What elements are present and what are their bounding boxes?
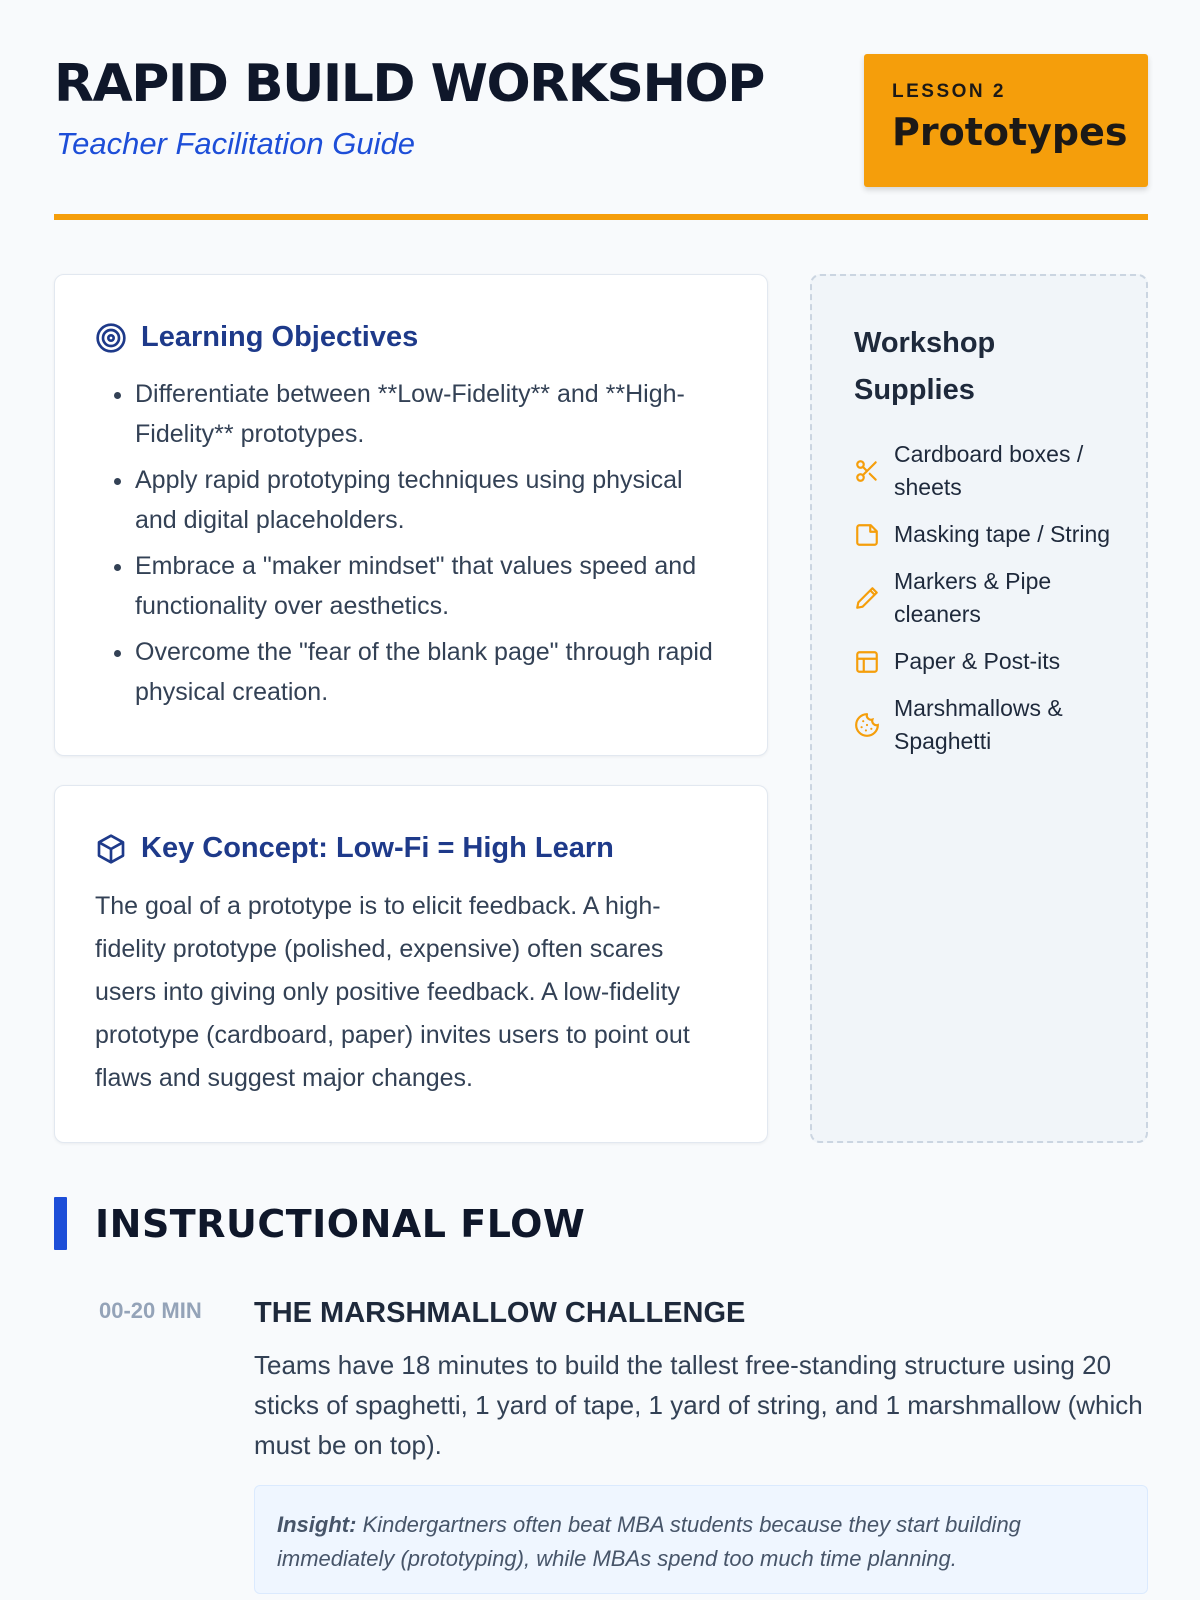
instructional-flow-heading [54, 1197, 585, 1250]
concept-title: Key Concept: Low-Fi = High Learn [141, 832, 614, 864]
objective-item: • Differentiate between **Low-Fidelity** and **High-Fidelity** prototypes. [135, 374, 727, 454]
section-accent-bar [54, 1197, 67, 1250]
supplies-title: Workshop Supplies [854, 327, 996, 406]
learning-objectives-card [54, 274, 768, 756]
supply-label: Masking tape / String [894, 521, 1111, 547]
cookie-icon [854, 712, 880, 738]
objective-item: • Overcome the "fear of the blank page" through rapid physical creation. [135, 632, 727, 712]
supply-item [854, 645, 1116, 678]
step-time: 00-20 MIN [99, 1298, 202, 1323]
objectives-list [95, 374, 727, 712]
lesson-badge [864, 54, 1148, 187]
step-description: Teams have 18 minutes to build the tallest free-standing structure using 20 sticks of spaghetti, 1 yard of tape, 1 yard of string, and 1 marshmallow (which must be on top). [254, 1350, 1143, 1460]
page-subtitle: Teacher Facilitation Guide [56, 126, 415, 161]
pencil-icon [854, 585, 880, 611]
supply-item [854, 438, 1116, 504]
page-title: RAPID BUILD WORKSHOP [54, 54, 764, 114]
objectives-heading [95, 321, 727, 354]
supply-label: Cardboard boxes / sheets [894, 441, 1084, 500]
lesson-label: LESSON 2 [892, 81, 1006, 102]
insight-label: Insight: [277, 1512, 357, 1537]
supply-label: Paper & Post-its [894, 648, 1061, 674]
cube-icon [95, 833, 127, 865]
step-title: THE MARSHMALLOW CHALLENGE [254, 1297, 746, 1329]
objectives-title: Learning Objectives [141, 321, 419, 353]
layout-icon [854, 649, 880, 675]
key-concept-card [54, 785, 768, 1143]
supply-label: Markers & Pipe cleaners [894, 568, 1052, 627]
objective-item: • Embrace a "maker mindset" that values speed and functionality over aesthetics. [135, 546, 727, 626]
scissors-icon [854, 458, 880, 484]
section-title: INSTRUCTIONAL FLOW [95, 1201, 586, 1246]
supplies-list [854, 438, 1116, 758]
supply-label: Marshmallows & Spaghetti [894, 695, 1063, 754]
target-icon [95, 322, 127, 354]
concept-heading [95, 832, 727, 865]
insight-callout [254, 1485, 1148, 1594]
lesson-name: Prototypes [892, 110, 1128, 154]
supply-item [854, 692, 1116, 758]
concept-text: The goal of a prototype is to elicit feedback. A high-fidelity prototype (polished, expensive) often scares users into giving only positive feedback. A low-fidelity prototype (cardboard, paper) invites users to point out flaws and suggest major changes. [95, 892, 690, 1092]
supply-item [854, 518, 1116, 551]
page-header [54, 54, 1148, 220]
insight-text: Kindergartners often beat MBA students because they start building immediately (prototyping), while MBAs spend too much time planning. [277, 1512, 1021, 1571]
sticky-note-icon [854, 522, 880, 548]
objective-item: • Apply rapid prototyping techniques using physical and digital placeholders. [135, 460, 727, 540]
supply-item [854, 565, 1116, 631]
workshop-supplies-panel [810, 274, 1148, 1143]
